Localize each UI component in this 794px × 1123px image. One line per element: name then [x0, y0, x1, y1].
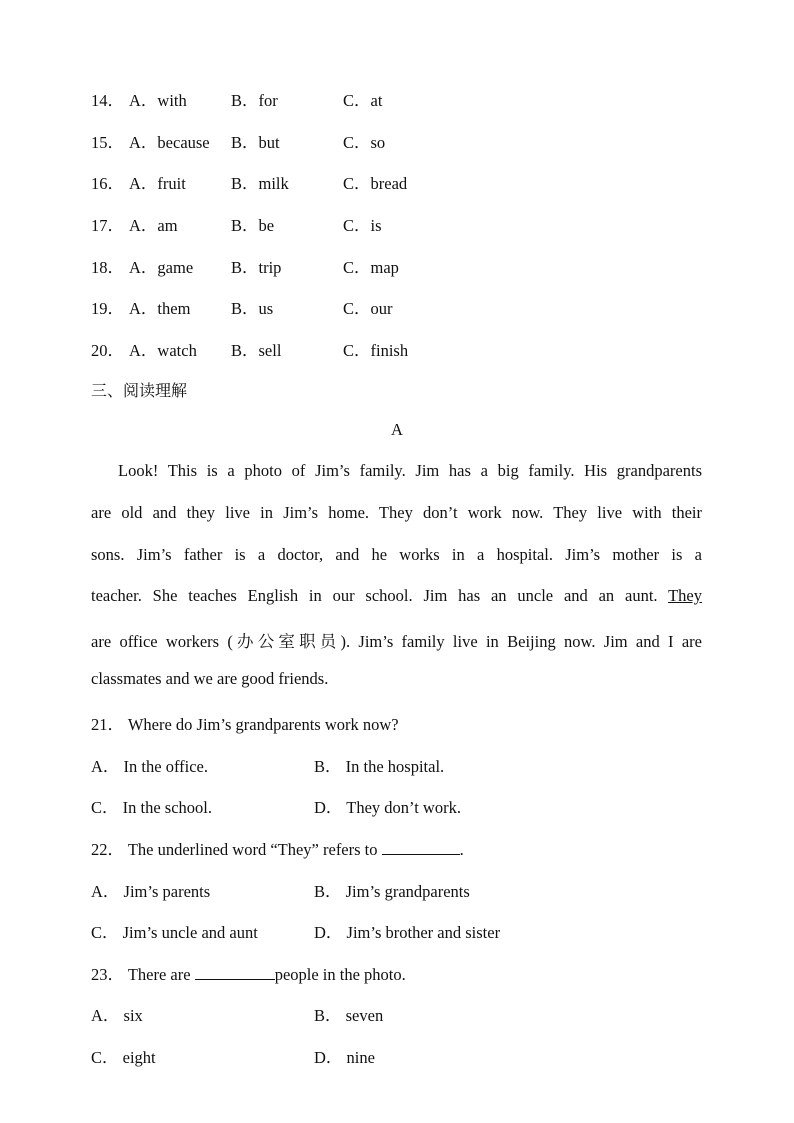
answer-blank [195, 965, 275, 980]
option-a: A． six [91, 1006, 143, 1025]
option-b: B．sell [231, 341, 282, 360]
option-a: A．them [129, 299, 191, 318]
option-c: C． eight [91, 1048, 156, 1067]
option-c: C．our [343, 299, 393, 318]
question-number: 16． [91, 174, 124, 193]
option-a: A．am [129, 216, 178, 235]
passage-line: Look! This is a photo of Jim’s family. Jim has a big family. His grandparents [118, 461, 702, 480]
option-b: B．milk [231, 174, 289, 193]
question-number: 17． [91, 216, 124, 235]
option-a: A．game [129, 258, 194, 277]
option-c: C． Jim’s uncle and aunt [91, 923, 258, 942]
question-number: 19． [91, 299, 124, 318]
option-b: B．trip [231, 258, 282, 277]
underlined-word: They [668, 586, 702, 605]
option-c: C．map [343, 258, 399, 277]
passage-line: classmates and we are good friends. [91, 669, 329, 688]
option-a: A．with [129, 91, 187, 110]
option-b: B． seven [314, 1006, 384, 1025]
option-a: A．fruit [129, 174, 186, 193]
question-stem: 21． Where do Jim’s grandparents work now? [91, 715, 399, 734]
passage-line: are old and they live in Jim’s home. They don’t work now. They live with their [91, 503, 702, 522]
option-d: D． Jim’s brother and sister [314, 923, 501, 942]
option-b: B．be [231, 216, 275, 235]
option-b: B．us [231, 299, 274, 318]
stem-text: 22． The underlined word “They” refers to [91, 840, 382, 859]
question-number: 14． [91, 91, 124, 110]
option-c: C．so [343, 133, 386, 152]
option-a: A．because [129, 133, 210, 152]
option-b: B． In the hospital. [314, 757, 445, 776]
question-number: 20． [91, 341, 124, 360]
question-number: 15． [91, 133, 124, 152]
answer-blank [382, 840, 460, 855]
option-b: B． Jim’s grandparents [314, 882, 470, 901]
question-number: 18． [91, 258, 124, 277]
passage-line [91, 586, 702, 606]
option-a: A．watch [129, 341, 197, 360]
question-stem [91, 961, 406, 985]
option-c: C．is [343, 216, 382, 235]
section-title: 三、阅读理解 [91, 381, 188, 400]
passage-label: A [391, 420, 403, 439]
option-a: A． In the office. [91, 757, 208, 776]
passage-line: sons. Jim’s father is a doctor, and he works in a hospital. Jim’s mother is a [91, 545, 702, 564]
stem-text: . [459, 840, 464, 859]
option-d: D． They don’t work. [314, 798, 461, 817]
option-d: D． nine [314, 1048, 375, 1067]
option-b: B．for [231, 91, 278, 110]
stem-text: 23． There are [91, 965, 195, 984]
stem-text: people in the photo. [274, 965, 406, 984]
option-c: C．bread [343, 174, 408, 193]
passage-text: teacher. She teaches English in our school. Jim has an uncle and an aunt. [91, 586, 669, 605]
option-b: B．but [231, 133, 280, 152]
option-c: C． In the school. [91, 798, 212, 817]
option-c: C．at [343, 91, 383, 110]
option-c: C．finish [343, 341, 409, 360]
question-stem [91, 836, 464, 860]
option-a: A． Jim’s parents [91, 882, 211, 901]
passage-line: are office workers (办公室职员). Jim’s family live in Beijing now. Jim and I are [91, 632, 702, 651]
